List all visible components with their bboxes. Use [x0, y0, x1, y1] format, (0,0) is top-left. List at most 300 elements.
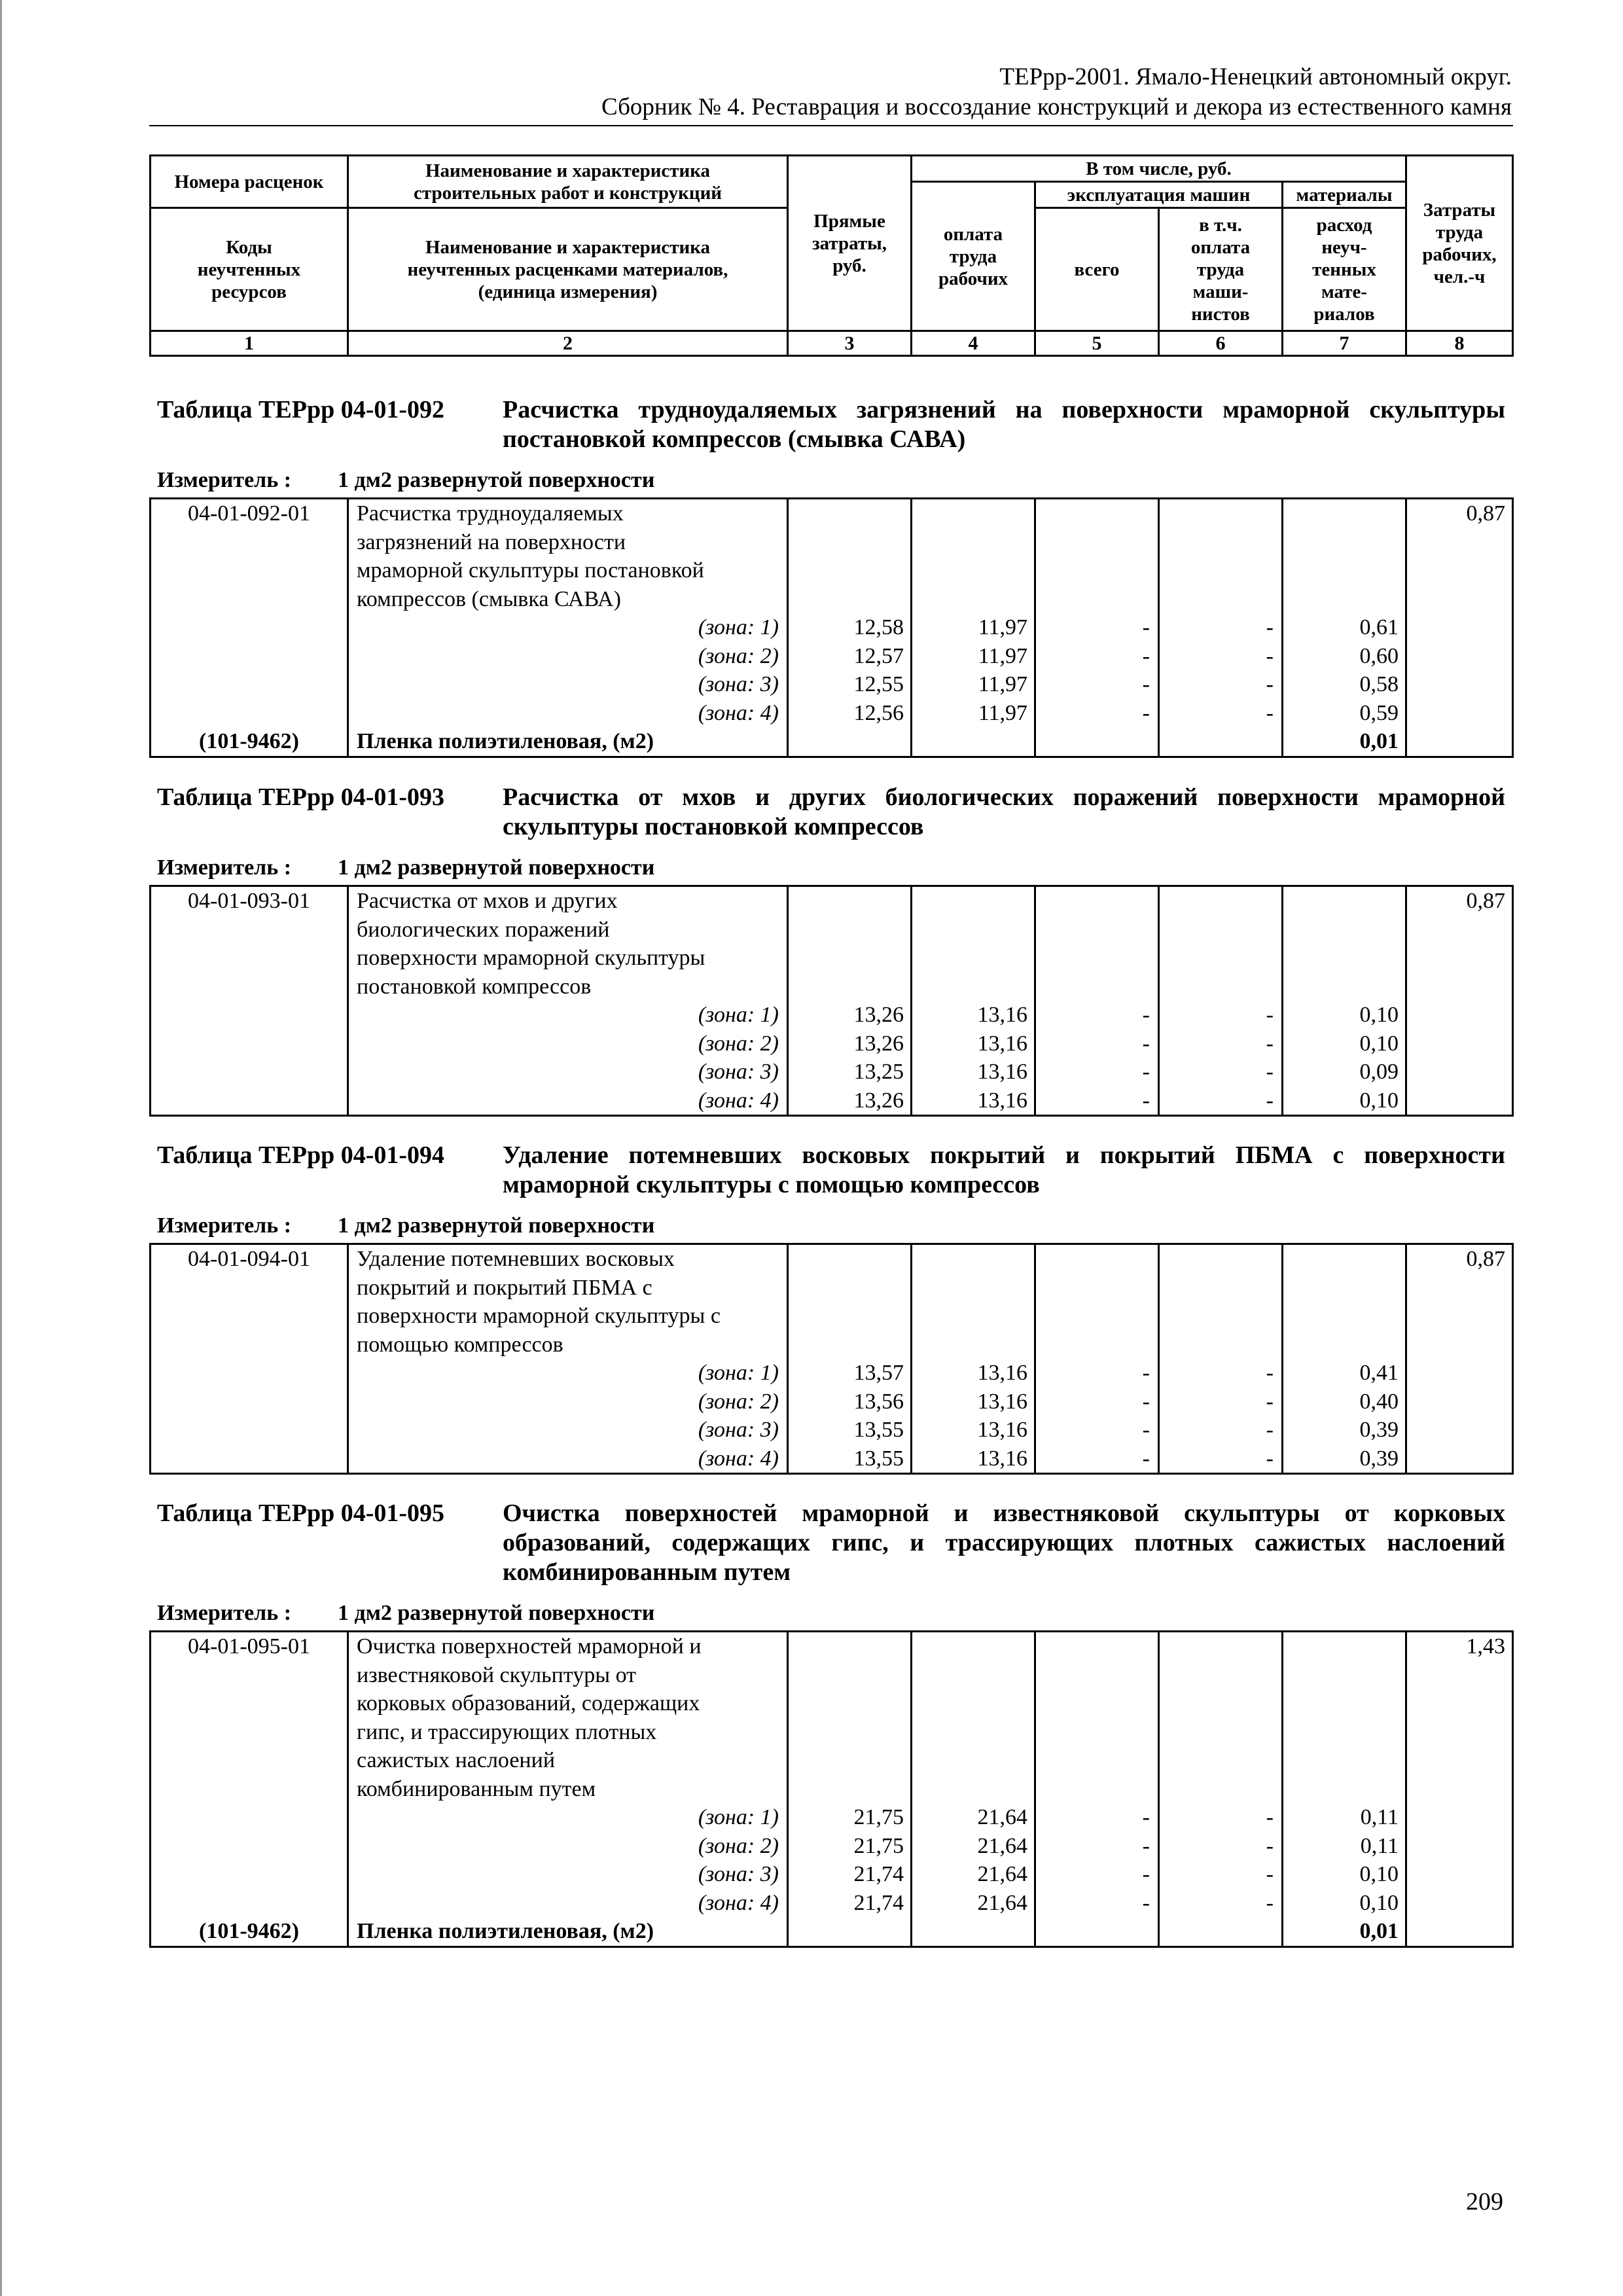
section-title — [157, 783, 1505, 842]
blank-line — [1160, 1331, 1281, 1359]
section-label: Таблица ТЕРрр 04-01-092 — [157, 396, 445, 423]
material-consumption: 0,61 — [1359, 615, 1399, 639]
rate-code: 04-01-093-01 — [188, 889, 310, 913]
blank-line — [1283, 1331, 1405, 1359]
col-num-3: 3 — [788, 331, 912, 356]
blank-line — [1036, 1718, 1158, 1747]
blank-line — [912, 1746, 1034, 1775]
work-name-line: Очистка поверхностей мраморной и — [357, 1634, 702, 1659]
section-label: Таблица ТЕРрр 04-01-093 — [157, 783, 445, 811]
blank-line — [1160, 1718, 1281, 1747]
column-5-cell — [1035, 1632, 1159, 1947]
blank-line — [1160, 1917, 1281, 1946]
header-worker-pay: оплата труда рабочих — [912, 182, 1035, 331]
resource-code: (101-9462) — [199, 729, 299, 753]
blank-line — [912, 1661, 1034, 1690]
work-name-line: загрязнений на поверхности — [357, 529, 626, 554]
blank-line — [151, 1746, 347, 1775]
resource-code: (101-9462) — [199, 1919, 299, 1943]
column-7-cell — [1283, 886, 1406, 1116]
table-row — [151, 886, 1513, 1116]
worker-pay: 13,16 — [977, 1389, 1027, 1414]
worker-pay: 21,64 — [977, 1862, 1027, 1886]
column-3-cell — [788, 1244, 912, 1474]
rate-table — [149, 497, 1514, 758]
worker-pay: 21,64 — [977, 1805, 1027, 1829]
table-row — [151, 499, 1513, 757]
material-consumption: 0,11 — [1360, 1833, 1399, 1858]
col-num-6: 6 — [1159, 331, 1283, 356]
zone-label: (зона: 3) — [698, 1862, 779, 1886]
column-7-cell — [1283, 1244, 1406, 1474]
blank-line — [151, 585, 347, 614]
column-6-cell — [1159, 499, 1283, 757]
column-7-cell — [1283, 1632, 1406, 1947]
zone-label: (зона: 2) — [698, 643, 779, 668]
blank-line — [912, 1274, 1034, 1302]
zone-label: (зона: 4) — [698, 700, 779, 725]
blank-line — [151, 1001, 347, 1030]
blank-line — [789, 1302, 910, 1331]
zone-label: (зона: 3) — [698, 1060, 779, 1084]
column-1-cell — [151, 886, 348, 1116]
work-name-line: компрессов (смывка САВА) — [357, 586, 621, 611]
section-heading: Удаление потемневших восковых покрытий и покрытий ПБМА с поверхности мраморной скульптуры с помощью компрессов — [503, 1141, 1505, 1198]
header-including: В том числе, руб. — [912, 156, 1406, 182]
blank-line — [1036, 528, 1158, 557]
direct-cost: 21,75 — [853, 1805, 904, 1829]
machinist-pay: - — [1266, 1361, 1274, 1385]
machinist-pay: - — [1266, 643, 1274, 668]
material-consumption: 0,59 — [1359, 700, 1399, 725]
blank-line — [151, 613, 347, 642]
material-consumption: 0,39 — [1359, 1418, 1399, 1442]
blank-line — [1036, 1274, 1158, 1302]
measure-unit: 1 дм2 развернутой поверхности — [338, 855, 655, 880]
column-1-cell — [151, 499, 348, 757]
worker-pay: 11,97 — [978, 700, 1027, 725]
direct-cost: 12,56 — [853, 700, 904, 725]
blank-line — [1160, 1689, 1281, 1718]
rate-code: 04-01-095-01 — [188, 1634, 310, 1659]
blank-line — [1036, 1302, 1158, 1331]
header-resource-codes: Коды неучтенных ресурсов — [151, 208, 348, 331]
worker-pay: 11,97 — [978, 643, 1027, 668]
blank-line — [151, 1030, 347, 1058]
header-work-name: Наименование и характеристика строительных работ и конструкций — [348, 156, 788, 208]
blank-line — [789, 499, 910, 528]
machines-total: - — [1142, 1088, 1150, 1113]
blank-line — [1160, 1274, 1281, 1302]
blank-line — [912, 1775, 1034, 1804]
blank-line — [912, 1331, 1034, 1359]
resource-name: Пленка полиэтиленовая, (м2) — [357, 1919, 654, 1943]
rate-code: 04-01-094-01 — [188, 1247, 310, 1271]
work-name-line: биологических поражений — [357, 917, 610, 942]
blank-line — [1036, 916, 1158, 944]
direct-cost: 12,58 — [853, 615, 904, 639]
machinist-pay: - — [1266, 700, 1274, 725]
col-num-1: 1 — [151, 331, 348, 356]
blank-line — [789, 1718, 910, 1747]
labor-hours: 0,87 — [1466, 1247, 1505, 1271]
blank-line — [151, 1302, 347, 1331]
measure-line — [157, 1600, 654, 1626]
work-name-line: гипс, и трассирующих плотных — [357, 1719, 657, 1744]
machines-total: - — [1142, 1418, 1150, 1442]
work-name-line: Расчистка от мхов и других — [357, 889, 618, 913]
material-consumption: 0,10 — [1359, 1862, 1399, 1886]
blank-line — [151, 699, 347, 728]
machines-total: - — [1142, 1862, 1150, 1886]
col-num-5: 5 — [1035, 331, 1159, 356]
column-3-cell — [788, 886, 912, 1116]
blank-line — [1283, 1775, 1405, 1804]
column-8-cell — [1406, 1632, 1513, 1947]
header-rule — [149, 125, 1513, 126]
work-name-line: поверхности мраморной скульптуры с — [357, 1304, 721, 1328]
labor-hours: 0,87 — [1466, 889, 1505, 913]
blank-line — [1036, 1245, 1158, 1274]
blank-line — [1283, 916, 1405, 944]
direct-cost: 13,26 — [853, 1003, 904, 1027]
machines-total: - — [1142, 1060, 1150, 1084]
blank-line — [1160, 585, 1281, 614]
column-4-cell — [912, 499, 1035, 757]
direct-cost: 21,75 — [853, 1833, 904, 1858]
section-heading: Очистка поверхностей мраморной и известняковой скульптуры от корковых образований, содержащих гипс, и трассирующих плотных сажистых наслоений комбинированным путем — [503, 1499, 1505, 1586]
blank-line — [151, 1331, 347, 1359]
direct-cost: 21,74 — [853, 1862, 904, 1886]
measure-label: Измеритель : — [157, 1213, 292, 1238]
blank-line — [912, 1917, 1034, 1946]
measure-line — [157, 855, 654, 881]
machinist-pay: - — [1266, 1890, 1274, 1915]
blank-line — [1160, 973, 1281, 1001]
machinist-pay: - — [1266, 1446, 1274, 1471]
blank-line — [1160, 1746, 1281, 1775]
machines-total: - — [1142, 615, 1150, 639]
blank-line — [151, 1359, 347, 1388]
blank-line — [912, 944, 1034, 973]
section-label: Таблица ТЕРрр 04-01-095 — [157, 1499, 445, 1527]
machinist-pay: - — [1266, 1389, 1274, 1414]
blank-line — [151, 916, 347, 944]
worker-pay: 21,64 — [977, 1890, 1027, 1915]
column-1-cell — [151, 1244, 348, 1474]
blank-line — [1036, 1689, 1158, 1718]
material-consumption: 0,41 — [1359, 1361, 1399, 1385]
blank-line — [789, 1661, 910, 1690]
blank-line — [1283, 1746, 1405, 1775]
machines-total: - — [1142, 1833, 1150, 1858]
labor-hours: 0,87 — [1466, 501, 1505, 526]
direct-cost: 21,74 — [853, 1890, 904, 1915]
machines-total: - — [1142, 1389, 1150, 1414]
blank-line — [151, 973, 347, 1001]
measure-unit: 1 дм2 развернутой поверхности — [338, 1213, 655, 1238]
blank-line — [151, 1860, 347, 1889]
blank-line — [1160, 944, 1281, 973]
blank-line — [151, 670, 347, 699]
material-consumption: 0,10 — [1359, 1003, 1399, 1027]
blank-line — [912, 556, 1034, 585]
col-num-4: 4 — [912, 331, 1035, 356]
blank-line — [789, 973, 910, 1001]
worker-pay: 13,16 — [977, 1003, 1027, 1027]
blank-line — [1283, 1632, 1405, 1661]
blank-line — [1283, 973, 1405, 1001]
blank-line — [912, 1632, 1034, 1661]
blank-line — [1283, 1245, 1405, 1274]
blank-line — [789, 944, 910, 973]
blank-line — [1036, 1917, 1158, 1946]
rate-code: 04-01-092-01 — [188, 501, 310, 526]
zone-label: (зона: 1) — [698, 615, 779, 639]
blank-line — [1283, 1274, 1405, 1302]
zone-label: (зона: 1) — [698, 1805, 779, 1829]
blank-line — [151, 1388, 347, 1416]
column-header-table — [149, 154, 1514, 357]
material-consumption: 0,10 — [1359, 1031, 1399, 1056]
blank-line — [1036, 499, 1158, 528]
column-6-cell — [1159, 1632, 1283, 1947]
machines-total: - — [1142, 672, 1150, 696]
work-name-line: Удаление потемневших восковых — [357, 1247, 675, 1271]
material-consumption: 0,10 — [1359, 1088, 1399, 1113]
machines-total: - — [1142, 700, 1150, 725]
work-name-line: помощью компрессов — [357, 1332, 563, 1357]
column-2-cell — [348, 499, 788, 757]
blank-line — [789, 727, 910, 756]
blank-line — [1036, 585, 1158, 614]
header-material-name: Наименование и характеристика неучтенных расценками материалов, (единица измерения) — [348, 208, 788, 331]
worker-pay: 13,16 — [977, 1361, 1027, 1385]
blank-line — [1036, 1746, 1158, 1775]
blank-line — [789, 585, 910, 614]
worker-pay: 13,16 — [977, 1446, 1027, 1471]
blank-line — [912, 1245, 1034, 1274]
column-4-cell — [912, 1632, 1035, 1947]
blank-line — [1283, 528, 1405, 557]
worker-pay: 11,97 — [978, 672, 1027, 696]
zone-label: (зона: 4) — [698, 1088, 779, 1113]
machines-total: - — [1142, 1805, 1150, 1829]
blank-line — [789, 528, 910, 557]
work-name-line: поверхности мраморной скульптуры — [357, 946, 705, 970]
column-3-cell — [788, 499, 912, 757]
measure-label: Измеритель : — [157, 1601, 292, 1625]
blank-line — [151, 1058, 347, 1086]
work-name-line: мраморной скульптуры постановкой — [357, 558, 704, 583]
work-name-line: покрытий и покрытий ПБМА с — [357, 1275, 652, 1300]
worker-pay: 21,64 — [977, 1833, 1027, 1858]
blank-line — [789, 1689, 910, 1718]
work-name-line: корковых образований, содержащих — [357, 1691, 700, 1715]
machinist-pay: - — [1266, 1862, 1274, 1886]
blank-line — [151, 642, 347, 671]
blank-line — [151, 1661, 347, 1690]
column-8-cell — [1406, 1244, 1513, 1474]
machinist-pay: - — [1266, 1805, 1274, 1829]
resource-quantity: 0,01 — [1359, 1919, 1399, 1943]
worker-pay: 13,16 — [977, 1060, 1027, 1084]
rate-table — [149, 1630, 1514, 1948]
zone-label: (зона: 2) — [698, 1031, 779, 1056]
direct-cost: 13,57 — [853, 1361, 904, 1385]
material-consumption: 0,11 — [1360, 1805, 1399, 1829]
header-machinist-pay: в т.ч. оплата труда маши- нистов — [1159, 208, 1283, 331]
blank-line — [912, 1718, 1034, 1747]
direct-cost: 12,57 — [853, 643, 904, 668]
blank-line — [912, 1689, 1034, 1718]
direct-cost: 13,56 — [853, 1389, 904, 1414]
blank-line — [789, 1331, 910, 1359]
blank-line — [912, 1302, 1034, 1331]
column-2-cell — [348, 1632, 788, 1947]
material-consumption: 0,60 — [1359, 643, 1399, 668]
col-num-2: 2 — [348, 331, 788, 356]
blank-line — [912, 499, 1034, 528]
blank-line — [1283, 556, 1405, 585]
blank-line — [151, 1718, 347, 1747]
machinist-pay: - — [1266, 1003, 1274, 1027]
column-5-cell — [1035, 886, 1159, 1116]
machinist-pay: - — [1266, 1418, 1274, 1442]
blank-line — [1160, 499, 1281, 528]
blank-line — [151, 1689, 347, 1718]
blank-line — [1036, 1331, 1158, 1359]
column-8-cell — [1406, 499, 1513, 757]
machines-total: - — [1142, 1361, 1150, 1385]
section-label: Таблица ТЕРрр 04-01-094 — [157, 1141, 445, 1169]
page-edge — [0, 0, 2, 2296]
blank-line — [1283, 944, 1405, 973]
blank-line — [1036, 727, 1158, 756]
blank-line — [151, 1832, 347, 1861]
material-consumption: 0,58 — [1359, 672, 1399, 696]
machinist-pay: - — [1266, 672, 1274, 696]
blank-line — [151, 556, 347, 585]
worker-pay: 13,16 — [977, 1088, 1027, 1113]
blank-line — [1160, 528, 1281, 557]
header-direct-costs: Прямые затраты, руб. — [788, 156, 912, 331]
material-consumption: 0,40 — [1359, 1389, 1399, 1414]
zone-label: (зона: 3) — [698, 1418, 779, 1442]
blank-line — [912, 585, 1034, 614]
blank-line — [1160, 1245, 1281, 1274]
column-3-cell — [788, 1632, 912, 1947]
blank-line — [912, 973, 1034, 1001]
header-machines: эксплуатация машин — [1035, 182, 1283, 208]
blank-line — [151, 1775, 347, 1804]
column-4-cell — [912, 1244, 1035, 1474]
worker-pay: 13,16 — [977, 1418, 1027, 1442]
section-title — [157, 1141, 1505, 1200]
blank-line — [1283, 499, 1405, 528]
header-machines-total: всего — [1035, 208, 1159, 331]
blank-line — [1283, 1661, 1405, 1690]
zone-label: (зона: 3) — [698, 672, 779, 696]
blank-line — [789, 556, 910, 585]
blank-line — [1283, 887, 1405, 916]
section-heading: Расчистка трудноудаляемых загрязнений на поверхности мраморной скульптуры постановкой компрессов (смывка САВА) — [503, 396, 1505, 453]
blank-line — [1160, 1632, 1281, 1661]
blank-line — [1283, 1302, 1405, 1331]
header-material-consumption: расход неуч- тенных мате- риалов — [1283, 208, 1406, 331]
column-5-cell — [1035, 1244, 1159, 1474]
resource-name: Пленка полиэтиленовая, (м2) — [357, 729, 654, 753]
blank-line — [1283, 1718, 1405, 1747]
direct-cost: 12,55 — [853, 672, 904, 696]
machinist-pay: - — [1266, 1031, 1274, 1056]
blank-line — [1036, 887, 1158, 916]
blank-line — [912, 727, 1034, 756]
blank-line — [789, 1274, 910, 1302]
direct-cost: 13,26 — [853, 1088, 904, 1113]
blank-line — [151, 1416, 347, 1444]
material-consumption: 0,10 — [1359, 1890, 1399, 1915]
blank-line — [151, 1889, 347, 1918]
blank-line — [1160, 1661, 1281, 1690]
machines-total: - — [1142, 1003, 1150, 1027]
blank-line — [1036, 1661, 1158, 1690]
material-consumption: 0,09 — [1359, 1060, 1399, 1084]
machines-total: - — [1142, 643, 1150, 668]
section-heading: Расчистка от мхов и других биологических поражений поверхности мраморной скульптуры постановкой компрессов — [503, 783, 1505, 840]
blank-line — [151, 944, 347, 973]
blank-line — [1160, 887, 1281, 916]
work-name-line: известняковой скульптуры от — [357, 1662, 636, 1687]
direct-cost: 13,25 — [853, 1060, 904, 1084]
blank-line — [151, 1803, 347, 1832]
blank-line — [1160, 556, 1281, 585]
material-consumption: 0,39 — [1359, 1446, 1399, 1471]
work-name-line: комбинированным путем — [357, 1776, 596, 1801]
blank-line — [1036, 973, 1158, 1001]
header-labor-costs: Затраты труда рабочих, чел.-ч — [1406, 156, 1513, 331]
machinist-pay: - — [1266, 615, 1274, 639]
blank-line — [1160, 916, 1281, 944]
zone-label: (зона: 4) — [698, 1890, 779, 1915]
direct-cost: 13,55 — [853, 1418, 904, 1442]
blank-line — [789, 887, 910, 916]
column-1-cell — [151, 1632, 348, 1947]
blank-line — [789, 1775, 910, 1804]
table-row — [151, 1632, 1513, 1947]
blank-line — [789, 1746, 910, 1775]
worker-pay: 13,16 — [977, 1031, 1027, 1056]
work-name-line: Расчистка трудноудаляемых — [357, 501, 624, 526]
blank-line — [151, 1086, 347, 1115]
col-num-7: 7 — [1283, 331, 1406, 356]
blank-line — [151, 1444, 347, 1473]
col-num-8: 8 — [1406, 331, 1513, 356]
blank-line — [1283, 1689, 1405, 1718]
rate-table — [149, 1243, 1514, 1475]
blank-line — [151, 1274, 347, 1302]
measure-line — [157, 1213, 654, 1239]
blank-line — [1283, 585, 1405, 614]
direct-cost: 13,26 — [853, 1031, 904, 1056]
machinist-pay: - — [1266, 1060, 1274, 1084]
machines-total: - — [1142, 1890, 1150, 1915]
column-8-cell — [1406, 886, 1513, 1116]
machinist-pay: - — [1266, 1088, 1274, 1113]
measure-label: Измеритель : — [157, 855, 292, 880]
blank-line — [1036, 1775, 1158, 1804]
blank-line — [789, 916, 910, 944]
